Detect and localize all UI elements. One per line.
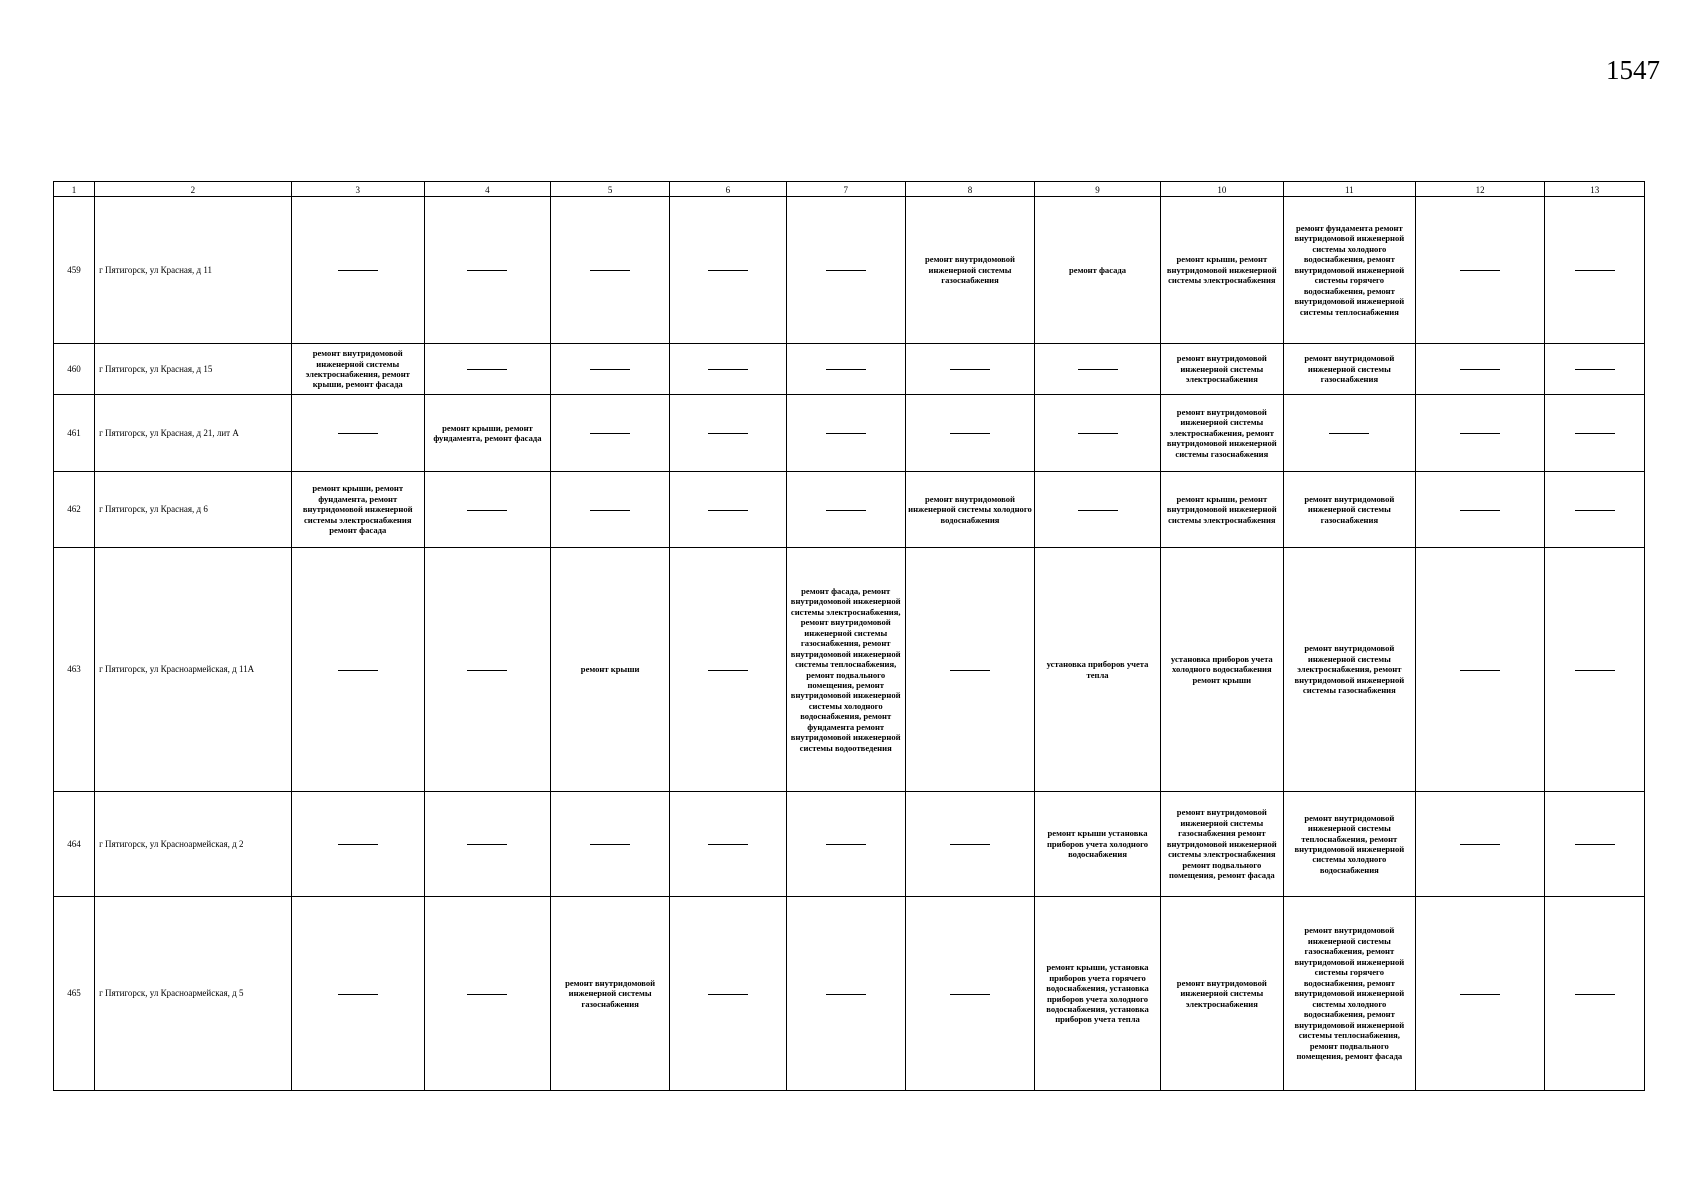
empty-cell	[424, 792, 550, 897]
empty-cell	[1545, 792, 1645, 897]
empty-cell	[1415, 792, 1545, 897]
empty-cell	[786, 472, 905, 548]
empty-cell	[786, 897, 905, 1091]
work-cell-col11: ремонт внутридомовой инженерной системы газоснабжения, ремонт внутридомовой инженерной системы горячего водоснабжения, ремонт внутридомовой инженерной системы холодного водоснабжения, ремонт внутридомовой инженерной системы теплоснабжения, ремонт подвального помещения, ремонт фасада	[1283, 897, 1415, 1091]
empty-cell	[670, 472, 787, 548]
dash-mark	[950, 433, 990, 434]
empty-cell	[424, 472, 550, 548]
empty-cell	[1545, 472, 1645, 548]
address-cell: г Пятигорск, ул Красная, д 21, лит А	[95, 395, 292, 472]
empty-cell	[670, 897, 787, 1091]
empty-cell	[1035, 472, 1160, 548]
column-number: 2	[95, 182, 292, 197]
work-cell-col9: ремонт фасада	[1035, 197, 1160, 344]
dash-mark	[1460, 994, 1500, 995]
column-number: 13	[1545, 182, 1645, 197]
empty-cell	[786, 197, 905, 344]
capital-repair-table	[53, 181, 1645, 1091]
empty-cell	[291, 395, 424, 472]
dash-mark	[708, 994, 748, 995]
dash-mark	[708, 369, 748, 370]
column-number: 9	[1035, 182, 1160, 197]
table-row	[54, 792, 1645, 897]
dash-mark	[590, 433, 630, 434]
empty-cell	[424, 897, 550, 1091]
row-number: 463	[54, 548, 95, 792]
dash-mark	[1460, 433, 1500, 434]
empty-cell	[551, 395, 670, 472]
row-number: 461	[54, 395, 95, 472]
dash-mark	[338, 994, 378, 995]
empty-cell	[424, 197, 550, 344]
dash-mark	[826, 510, 866, 511]
work-cell-col11: ремонт внутридомовой инженерной системы электроснабжения, ремонт внутридомовой инженерной системы газоснабжения	[1283, 548, 1415, 792]
work-cell-col11: ремонт фундамента ремонт внутридомовой инженерной системы холодного водоснабжения, ремонт внутридомовой инженерной системы горячего водоснабжения, ремонт внутридомовой инженерной системы теплоснабжения	[1283, 197, 1415, 344]
work-cell-col10: ремонт крыши, ремонт внутридомовой инженерной системы электроснабжения	[1160, 197, 1283, 344]
dash-mark	[1575, 270, 1615, 271]
dash-mark	[467, 510, 507, 511]
empty-cell	[905, 548, 1035, 792]
empty-cell	[551, 197, 670, 344]
dash-mark	[950, 994, 990, 995]
dash-mark	[590, 270, 630, 271]
dash-mark	[708, 270, 748, 271]
dash-mark	[1575, 994, 1615, 995]
column-number: 6	[670, 182, 787, 197]
empty-cell	[786, 792, 905, 897]
empty-cell	[1415, 395, 1545, 472]
work-cell-col11: ремонт внутридомовой инженерной системы теплоснабжения, ремонт внутридомовой инженерной системы холодного водоснабжения	[1283, 792, 1415, 897]
column-number: 10	[1160, 182, 1283, 197]
dash-mark	[467, 670, 507, 671]
empty-cell	[1545, 344, 1645, 395]
dash-mark	[826, 433, 866, 434]
empty-cell	[424, 344, 550, 395]
dash-mark	[1460, 670, 1500, 671]
dash-mark	[338, 433, 378, 434]
row-number: 465	[54, 897, 95, 1091]
dash-mark	[826, 844, 866, 845]
work-cell-col9: установка приборов учета тепла	[1035, 548, 1160, 792]
dash-mark	[467, 369, 507, 370]
work-cell-col10: ремонт внутридомовой инженерной системы электроснабжения, ремонт внутридомовой инженерной системы газоснабжения	[1160, 395, 1283, 472]
dash-mark	[1575, 433, 1615, 434]
dash-mark	[467, 844, 507, 845]
column-number: 7	[786, 182, 905, 197]
empty-cell	[1415, 897, 1545, 1091]
work-cell-col10: ремонт внутридомовой инженерной системы газоснабжения ремонт внутридомовой инженерной системы электроснабжения ремонт подвального помещения, ремонт фасада	[1160, 792, 1283, 897]
empty-cell	[291, 792, 424, 897]
table-row	[54, 548, 1645, 792]
empty-cell	[905, 395, 1035, 472]
work-cell-col5: ремонт крыши	[551, 548, 670, 792]
dash-mark	[950, 670, 990, 671]
work-cell-col11: ремонт внутридомовой инженерной системы газоснабжения	[1283, 344, 1415, 395]
empty-cell	[786, 344, 905, 395]
empty-cell	[1035, 395, 1160, 472]
empty-cell	[551, 344, 670, 395]
table-row	[54, 395, 1645, 472]
work-cell-col5: ремонт внутридомовой инженерной системы газоснабжения	[551, 897, 670, 1091]
table-row	[54, 472, 1645, 548]
dash-mark	[467, 994, 507, 995]
work-cell-col10: ремонт внутридомовой инженерной системы электроснабжения	[1160, 897, 1283, 1091]
dash-mark	[1575, 369, 1615, 370]
empty-cell	[1415, 548, 1545, 792]
dash-mark	[826, 369, 866, 370]
address-cell: г Пятигорск, ул Красная, д 6	[95, 472, 292, 548]
dash-mark	[590, 510, 630, 511]
work-cell-col3: ремонт крыши, ремонт фундамента, ремонт внутридомовой инженерной системы электроснабжения ремонт фасада	[291, 472, 424, 548]
empty-cell	[1283, 395, 1415, 472]
dash-mark	[590, 369, 630, 370]
row-number: 460	[54, 344, 95, 395]
empty-cell	[1415, 472, 1545, 548]
address-cell: г Пятигорск, ул Красная, д 11	[95, 197, 292, 344]
empty-cell	[670, 548, 787, 792]
empty-cell	[905, 344, 1035, 395]
address-cell: г Пятигорск, ул Красноармейская, д 2	[95, 792, 292, 897]
column-number: 4	[424, 182, 550, 197]
empty-cell	[1545, 548, 1645, 792]
dash-mark	[590, 844, 630, 845]
work-cell-col10: установка приборов учета холодного водоснабжения ремонт крыши	[1160, 548, 1283, 792]
dash-mark	[338, 844, 378, 845]
empty-cell	[291, 548, 424, 792]
dash-mark	[950, 369, 990, 370]
empty-cell	[1545, 897, 1645, 1091]
address-cell: г Пятигорск, ул Красноармейская, д 5	[95, 897, 292, 1091]
column-number: 12	[1415, 182, 1545, 197]
empty-cell	[424, 548, 550, 792]
dash-mark	[826, 994, 866, 995]
table-row	[54, 897, 1645, 1091]
dash-mark	[1575, 510, 1615, 511]
empty-cell	[670, 395, 787, 472]
work-cell-col9: ремонт крыши, установка приборов учета горячего водоснабжения, установка приборов учета холодного водоснабжения, установка приборов учета тепла	[1035, 897, 1160, 1091]
column-number-row	[54, 182, 1645, 197]
dash-mark	[338, 270, 378, 271]
empty-cell	[1415, 344, 1545, 395]
work-cell-col9: ремонт крыши установка приборов учета холодного водоснабжения	[1035, 792, 1160, 897]
dash-mark	[708, 670, 748, 671]
dash-mark	[1460, 844, 1500, 845]
work-cell-col8: ремонт внутридомовой инженерной системы газоснабжения	[905, 197, 1035, 344]
column-number: 8	[905, 182, 1035, 197]
dash-mark	[950, 844, 990, 845]
column-number: 3	[291, 182, 424, 197]
empty-cell	[551, 792, 670, 897]
table-row	[54, 344, 1645, 395]
empty-cell	[786, 395, 905, 472]
dash-mark	[1078, 369, 1118, 370]
dash-mark	[708, 844, 748, 845]
row-number: 464	[54, 792, 95, 897]
empty-cell	[291, 897, 424, 1091]
table-row	[54, 197, 1645, 344]
dash-mark	[467, 270, 507, 271]
empty-cell	[1035, 344, 1160, 395]
work-cell-col8: ремонт внутридомовой инженерной системы холодного водоснабжения	[905, 472, 1035, 548]
empty-cell	[1415, 197, 1545, 344]
empty-cell	[670, 197, 787, 344]
work-cell-col3: ремонт внутридомовой инженерной системы электроснабжения, ремонт крыши, ремонт фасада	[291, 344, 424, 395]
row-number: 459	[54, 197, 95, 344]
empty-cell	[670, 344, 787, 395]
dash-mark	[1460, 270, 1500, 271]
dash-mark	[708, 510, 748, 511]
dash-mark	[1460, 369, 1500, 370]
dash-mark	[1575, 670, 1615, 671]
column-number: 11	[1283, 182, 1415, 197]
empty-cell	[1545, 197, 1645, 344]
work-cell-col10: ремонт крыши, ремонт внутридомовой инженерной системы электроснабжения	[1160, 472, 1283, 548]
address-cell: г Пятигорск, ул Красноармейская, д 11А	[95, 548, 292, 792]
column-number: 1	[54, 182, 95, 197]
empty-cell	[1545, 395, 1645, 472]
work-cell-col10: ремонт внутридомовой инженерной системы электроснабжения	[1160, 344, 1283, 395]
dash-mark	[1460, 510, 1500, 511]
empty-cell	[670, 792, 787, 897]
column-number: 5	[551, 182, 670, 197]
dash-mark	[1575, 844, 1615, 845]
work-cell-col11: ремонт внутридомовой инженерной системы газоснабжения	[1283, 472, 1415, 548]
dash-mark	[1078, 510, 1118, 511]
dash-mark	[826, 270, 866, 271]
dash-mark	[1078, 433, 1118, 434]
address-cell: г Пятигорск, ул Красная, д 15	[95, 344, 292, 395]
page-number: 1547	[1606, 55, 1660, 85]
empty-cell	[551, 472, 670, 548]
row-number: 462	[54, 472, 95, 548]
work-cell-col4: ремонт крыши, ремонт фундамента, ремонт фасада	[424, 395, 550, 472]
work-cell-col7: ремонт фасада, ремонт внутридомовой инженерной системы электроснабжения, ремонт внутридомовой инженерной системы газоснабжения, ремонт внутридомовой инженерной системы теплоснабжения, ремонт подвального помещения, ремонт внутридомовой инженерной системы холодного водоснабжения, ремонт фундамента ремонт внутридомовой инженерной системы водоотведения	[786, 548, 905, 792]
empty-cell	[291, 197, 424, 344]
dash-mark	[1329, 433, 1369, 434]
empty-cell	[905, 897, 1035, 1091]
dash-mark	[708, 433, 748, 434]
dash-mark	[338, 670, 378, 671]
empty-cell	[905, 792, 1035, 897]
